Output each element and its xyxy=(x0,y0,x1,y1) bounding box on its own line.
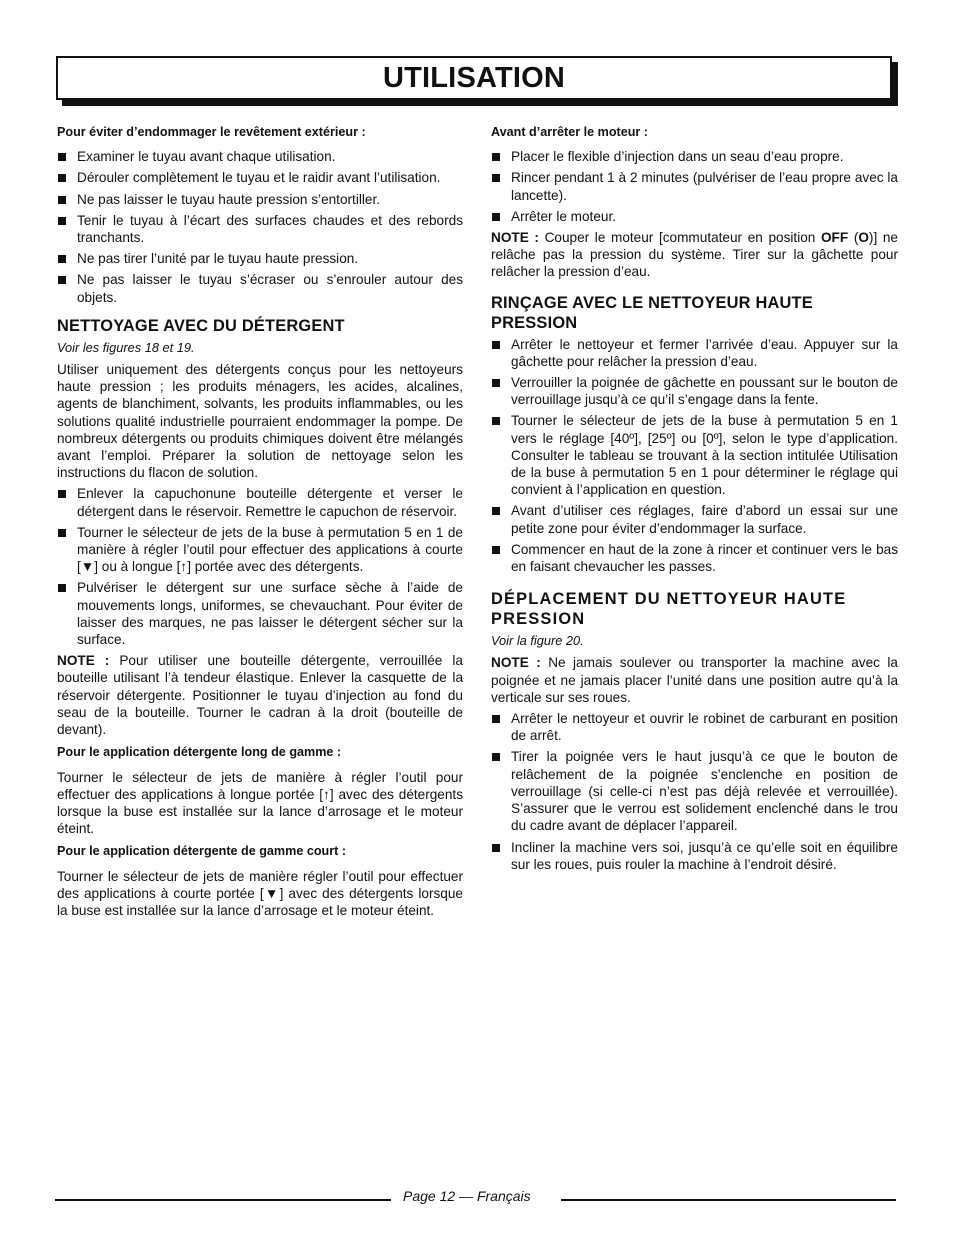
left-column xyxy=(57,124,463,923)
right-column xyxy=(491,124,898,877)
move-heading: DÉPLACEMENT DU NETTOYEUR HAUTE PRESSION xyxy=(491,590,847,629)
note-text: Pour utiliser une bouteille détergente, verrouillée la bouteille utilisant l’à tendeur élastique. Enlever la casquette de la réservoir détergente. Positionner le tuyau d’injection au fond du seau de la bouteille. Tourner le cadran à la droit (bouteille de devant). xyxy=(57,653,463,738)
list-item: Tourner le sélecteur de jets de la buse à permutation 5 en 1 de manière à régler l’outil pour effectuer des applications à courte [▼] ou à longue [↑] portée avec des détergents. xyxy=(57,524,463,576)
stop-engine-list xyxy=(491,148,898,225)
list-item: Avant d’utiliser ces réglages, faire d’abord un essai sur une petite zone pour éviter d’endommager la surface. xyxy=(491,502,898,536)
list-item: Arrêter le nettoyeur et fermer l’arrivée d’eau. Appuyer sur la gâchette pour relâcher la pression d’eau. xyxy=(491,336,898,370)
rinse-list xyxy=(491,336,898,576)
exterior-heading: Pour éviter d’endommager le revêtement extérieur : xyxy=(57,125,366,139)
off-label: OFF xyxy=(820,230,849,246)
list-item: Arrêter le moteur. xyxy=(491,208,898,225)
list-item: Tirer la poignée vers le haut jusqu’à ce que le bouton de relâchement de la poignée s’enclenche en position de verrouillage (si celle-ci n’est pas déjà relevée et verrouillée). S’assurer que le verrou est solidement enclenché dans le trou du cadre avant de déplacer l’appareil. xyxy=(491,748,898,834)
move-list xyxy=(491,710,898,873)
o-symbol: O xyxy=(858,230,869,246)
page-title-box xyxy=(56,56,892,100)
list-item: Commencer en haut de la zone à rincer et continuer vers le bas en faisant chevaucher les passes. xyxy=(491,541,898,575)
move-figure-ref: Voir la figure 20. xyxy=(491,633,584,649)
note-label: NOTE : xyxy=(491,655,541,671)
footer-rule-left xyxy=(55,1199,391,1201)
note-text: ( xyxy=(848,230,859,246)
note-text: )] ne relâche pas la pression du système. Tirer sur la gâchette pour relâcher la pression d’eau. xyxy=(491,230,898,280)
detergent-intro: Utiliser uniquement des détergents conçus pour les nettoyeurs haute pression ; les produits ménagers, les acides, alcalines, agents de blanchiment, solvants, les produits inflammables, ou les solutions qualité industrielle pourraient endommager la pompe. De nombreux détergents ou produits chimiques doivent être mélangés avant l’emploi. Préparer la solution de nettoyage selon les instructions du flacon de solution. xyxy=(57,362,463,481)
list-item: Ne pas laisser le tuyau haute pression s’entortiller. xyxy=(57,191,463,208)
exterior-list xyxy=(57,148,463,306)
list-item: Tourner le sélecteur de jets de la buse à permutation 5 en 1 vers le réglage [40º], [25º] ou [0º], selon le type d’application. Consulter le tableau se trouvant à la section intitulée Utilisation de la buse à permutation 5 en 1 pour déterminer le réglage qui convient à l’application en question. xyxy=(491,412,898,498)
long-range-heading: Pour le application détergente long de gamme : xyxy=(57,745,342,760)
footer-rule-right xyxy=(561,1199,896,1201)
list-item: Tenir le tuyau à l’écart des surfaces chaudes et des rebords tranchants. xyxy=(57,212,463,246)
stop-engine-heading: Avant d’arrêter le moteur : xyxy=(491,125,648,139)
list-item: Ne pas laisser le tuyau s’écraser ou s’enrouler autour des objets. xyxy=(57,271,463,305)
note-label: NOTE : xyxy=(57,653,110,669)
list-item: Ne pas tirer l’unité par le tuyau haute pression. xyxy=(57,250,463,267)
list-item: Dérouler complètement le tuyau et le raidir avant l’utilisation. xyxy=(57,169,463,186)
list-item: Enlever la capuchonune bouteille détergente et verser le détergent dans le réservoir. Remettre le capuchon de réservoir. xyxy=(57,485,463,519)
note-label: NOTE : xyxy=(491,230,539,246)
list-item: Incliner la machine vers soi, jusqu’à ce qu’elle soit en équilibre sur les roues, puis rouler la machine à l’endroit désiré. xyxy=(491,839,898,873)
list-item: Arrêter le nettoyeur et ouvrir le robinet de carburant en position de arrêt. xyxy=(491,710,898,744)
rinse-heading: RINÇAGE AVEC LE NETTOYEUR HAUTE PRESSION xyxy=(491,293,813,332)
list-item: Examiner le tuyau avant chaque utilisation. xyxy=(57,148,463,165)
short-range-heading: Pour le application détergente de gamme court : xyxy=(57,844,347,859)
long-range-text: Tourner le sélecteur de jets de manière à régler l’outil pour effectuer des applications à longue portée [↑] avec des détergents lorsque la buse est installée sur la lance d’arrosage et le moteur éteint. xyxy=(57,769,463,837)
list-item: Pulvériser le détergent sur une surface sèche à l’aide de mouvements longs, uniformes, se chevauchant. Pour éviter de laisser des marques, ne pas laisser le détergent sécher sur la surface. xyxy=(57,579,463,648)
page-footer xyxy=(0,1188,954,1208)
detergent-heading: NETTOYAGE AVEC DU DÉTERGENT xyxy=(57,316,345,335)
detergent-list xyxy=(57,485,463,648)
note-text: Ne jamais soulever ou transporter la machine avec la poignée et ne jamais placer l’unité dans une position autre qu’à la verticale sur ses roues. xyxy=(491,655,898,705)
detergent-figure-ref: Voir les figures 18 et 19. xyxy=(57,339,195,355)
detergent-note xyxy=(57,652,463,738)
move-note xyxy=(491,654,898,706)
page-title: UTILISATION xyxy=(382,61,566,94)
page-number: Page 12 — Français xyxy=(403,1188,531,1204)
note-text: Couper le moteur [commutateur en position xyxy=(538,230,821,246)
list-item: Placer le flexible d’injection dans un seau d’eau propre. xyxy=(491,148,898,165)
list-item: Rincer pendant 1 à 2 minutes (pulvériser de l’eau propre avec la lancette). xyxy=(491,169,898,203)
stop-engine-note xyxy=(491,229,898,281)
short-range-text: Tourner le sélecteur de jets de manière régler l’outil pour effectuer des applications à courte portée [▼] avec des détergents lorsque la buse est installée sur la lance d’arrosage et le moteur éteint. xyxy=(57,868,463,918)
list-item: Verrouiller la poignée de gâchette en poussant sur le bouton de verrouillage jusqu’à ce qu’il s’engage dans la fente. xyxy=(491,374,898,408)
